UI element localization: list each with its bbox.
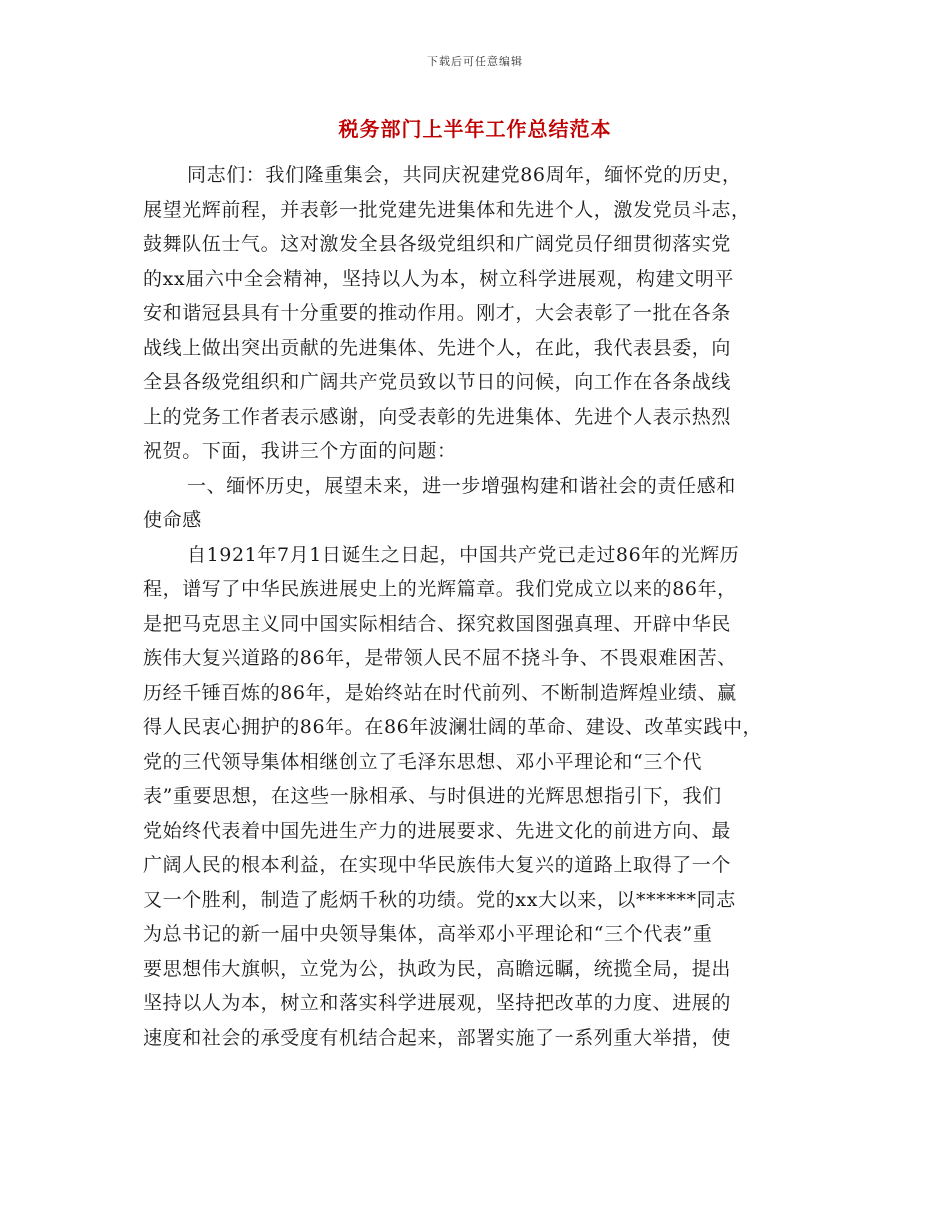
body-line: 全县各级党组织和广阔共产党员致以节日的问候，向工作在各条战线: [143, 371, 732, 393]
body-line: 战线上做出突出贡献的先进集体、先进个人，在此，我代表县委，向: [143, 336, 732, 359]
body-line: 历经千锤百炼的86年，是始终站在时代前列、不断制造辉煌业绩、赢: [143, 681, 737, 704]
body-line: 为总书记的新一届中央领导集体，高举邓小平理论和“三个代表”重: [143, 923, 713, 945]
body-line: 坚持以人为本，树立和落实科学进展观，坚持把改革的力度、进展的: [143, 992, 732, 1014]
body-line: 安和谐冠县具有十分重要的推动作用。刚才，大会表彰了一批在各条: [143, 302, 732, 324]
body-line: 使命感: [143, 509, 202, 531]
body-line: 程，谱写了中华民族进展史上的光辉篇章。我们党成立以来的86年，: [143, 578, 737, 600]
body-line: 广阔人民的根本利益，在实现中华民族伟大复兴的道路上取得了一个: [143, 854, 732, 876]
page-header-note: 下载后可任意编辑: [427, 55, 523, 68]
body-line: 得人民衷心拥护的86年。在86年波澜壮阔的革命、建设、改革实践中，: [143, 716, 763, 738]
body-line: 自1921年7月1日诞生之日起，中国共产党已走过86年的光辉历: [187, 543, 740, 566]
document-title: 税务部门上半年工作总结范本: [338, 117, 612, 141]
body-line: 同志们：我们隆重集会，共同庆祝建党86周年，缅怀党的历史，: [187, 164, 742, 186]
body-line: 族伟大复兴道路的86年，是带领人民不屈不挠斗争、不畏艰难困苦、: [143, 647, 737, 669]
body-line: 要思想伟大旗帜，立党为公，执政为民，高瞻远瞩，统揽全局，提出: [143, 957, 732, 980]
body-line: 速度和社会的承受度有机结合起来，部署实施了一系列重大举措，使: [143, 1026, 732, 1049]
body-line: 党的三代领导集体相继创立了毛泽东思想、邓小平理论和“三个代: [143, 750, 703, 773]
body-line: 表”重要思想，在这些一脉相承、与时俱进的光辉思想指引下，我们: [143, 785, 722, 807]
body-line: 党始终代表着中国先进生产力的进展要求、先进文化的前进方向、最: [143, 819, 732, 842]
body-line: 又一个胜利，制造了彪炳千秋的功绩。党的xx大以来，以******同志: [143, 888, 736, 911]
body-line: 是把马克思主义同中国实际相结合、探究救国图强真理、开辟中华民: [143, 612, 732, 635]
body-line: 展望光辉前程，并表彰一批党建先进集体和先进个人，激发党员斗志，: [143, 198, 751, 221]
body-line: 的xx届六中全会精神，坚持以人为本，树立科学进展观，构建文明平: [143, 267, 735, 290]
body-line: 上的党务工作者表示感谢，向受表彰的先进集体、先进个人表示热烈: [143, 405, 732, 428]
body-line: 祝贺。下面，我讲三个方面的问题：: [143, 440, 457, 462]
body-line: 鼓舞队伍士气。这对激发全县各级党组织和广阔党员仔细贯彻落实党: [143, 233, 732, 255]
document-body: [143, 158, 823, 1055]
body-line: 一、缅怀历史，展望未来，进一步增强构建和谐社会的责任感和: [187, 474, 736, 497]
